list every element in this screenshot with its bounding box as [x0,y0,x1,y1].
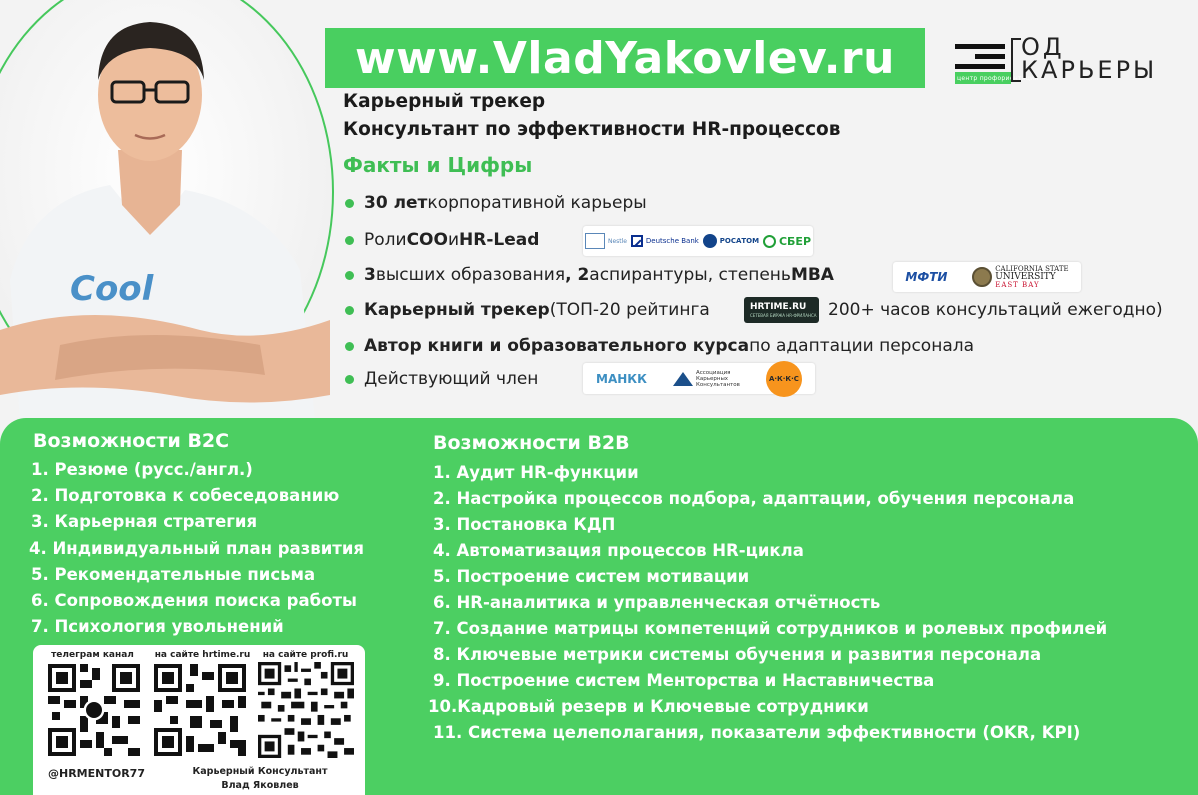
consultant-signature: Карьерный Консультант Влад Яковлев [192,766,328,791]
fact-author: Автор книги и образовательного курса по адаптации персонала [345,336,974,356]
b2c-item: 1. Резюме (русс./англ.) [31,460,253,479]
rosatom-icon [703,234,717,248]
sber-icon [763,235,776,248]
sber-logo: СБЕР [763,235,811,248]
bullet-icon [345,271,354,280]
qr-caption-telegram: телеграм канал [51,650,134,660]
bullet-icon [345,199,354,208]
db-slash-icon [631,235,643,247]
b2b-item: 5. Построение систем мотивации [433,567,750,586]
b2b-item: 1. Аудит HR-функции [433,463,639,482]
akk-logo: Ассоциация Карьерных Консультантов [673,370,740,388]
qr-profi-icon[interactable] [258,662,354,758]
b2b-title: Возможности B2B [433,432,630,454]
bullet-icon [345,306,354,315]
deutsche-bank-logo: Deutsche Bank [631,235,699,247]
qr-caption-profi: на сайте profi.ru [262,650,349,660]
qr-telegram-icon[interactable] [48,664,140,756]
mankk-logo: МАНКК [596,371,647,386]
portrait-photo [0,0,330,420]
b2b-item: 3. Постановка КДП [433,515,616,534]
telegram-handle[interactable]: @HRMENTOR77 [48,767,145,780]
brand-mini-label: центр профориентации [957,75,1039,82]
bullet-icon [345,236,354,245]
b2c-item: 2. Подготовка к собеседованию [31,486,340,505]
akk-triangle-icon [673,372,693,386]
b2b-item: 11. Система целеполагания, показатели эффективности (OKR, KPI) [433,723,1081,742]
headline-role: Карьерный трекер [343,91,546,112]
akks-logo: А·К·К·С [766,361,802,397]
association-logos [583,363,815,394]
brand-word-bottom: КАРЬЕРЫ [1021,56,1158,84]
b2b-item: 7. Создание матрицы компетенций сотрудников и ролевых профилей [433,619,1108,638]
b2c-item: 4. Индивидуальный план развития [29,539,364,558]
headline-specialty: Консультант по эффективности HR-процессов [343,119,841,140]
b2c-item: 6. Сопровождения поиска работы [31,591,357,610]
rosatom-logo: РОСАТОМ [703,234,759,248]
facts-title: Факты и Цифры [343,153,533,177]
b2b-item: 10.Кадровый резерв и Ключевые сотрудники [428,697,869,716]
brand-bracket-icon [1011,38,1021,82]
nest-icon [585,233,605,249]
fact-roles: Роли COO и HR-Lead [345,230,539,250]
b2c-item: 7. Психология увольнений [31,617,284,636]
fact-tracker: Карьерный трекер (ТОП-20 рейтинга [345,300,710,320]
b2c-item: 3. Карьерная стратегия [31,512,258,531]
fact-consult-hours: 200+ часов консультаций ежегодно) [828,300,1163,320]
university-seal-icon [972,267,992,287]
b2b-item: 8. Ключевые метрики системы обучения и развития персонала [433,645,1042,664]
b2c-item: 5. Рекомендательные письма [31,565,316,584]
hrtime-logo: HRTIME.RU СЕТЕВАЯ БИРЖА HR-ФРИЛАНСА [744,297,819,323]
b2c-title: Возможности B2C [33,430,230,452]
csu-logo: CALIFORNIA STATE UNIVERSITY EAST BAY [972,265,1068,289]
site-url-banner[interactable] [325,28,925,88]
svg-text:Cool: Cool [70,269,154,309]
employer-logos [583,226,813,256]
b2b-item: 2. Настройка процессов подбора, адаптации, обучения персонала [433,489,1075,508]
b2b-item: 9. Построение систем Менторства и Наставничества [433,671,935,690]
b2b-item: 4. Автоматизация процессов HR-цикла [433,541,804,560]
fact-career: 30 лет корпоративной карьеры [345,193,647,213]
qr-hrtime-icon[interactable] [154,664,246,756]
brand-word-top: ОД [1021,33,1065,61]
qr-caption-hrtime: на сайте hrtime.ru [154,650,251,660]
nestle-logo: Nestle [585,233,627,249]
site-url: www.VladYakovlev.ru [355,32,895,84]
fact-member: Действующий член [345,369,538,389]
fact-education: 3 высших образования , 2 аспирантуры, степень MBA [345,265,834,285]
brand-logo [955,33,1175,86]
b2b-item: 6. HR-аналитика и управленческая отчётность [433,593,881,612]
bullet-icon [345,375,354,384]
bullet-icon [345,342,354,351]
mfti-logo: МФТИ [905,270,948,284]
university-logos [893,262,1081,292]
